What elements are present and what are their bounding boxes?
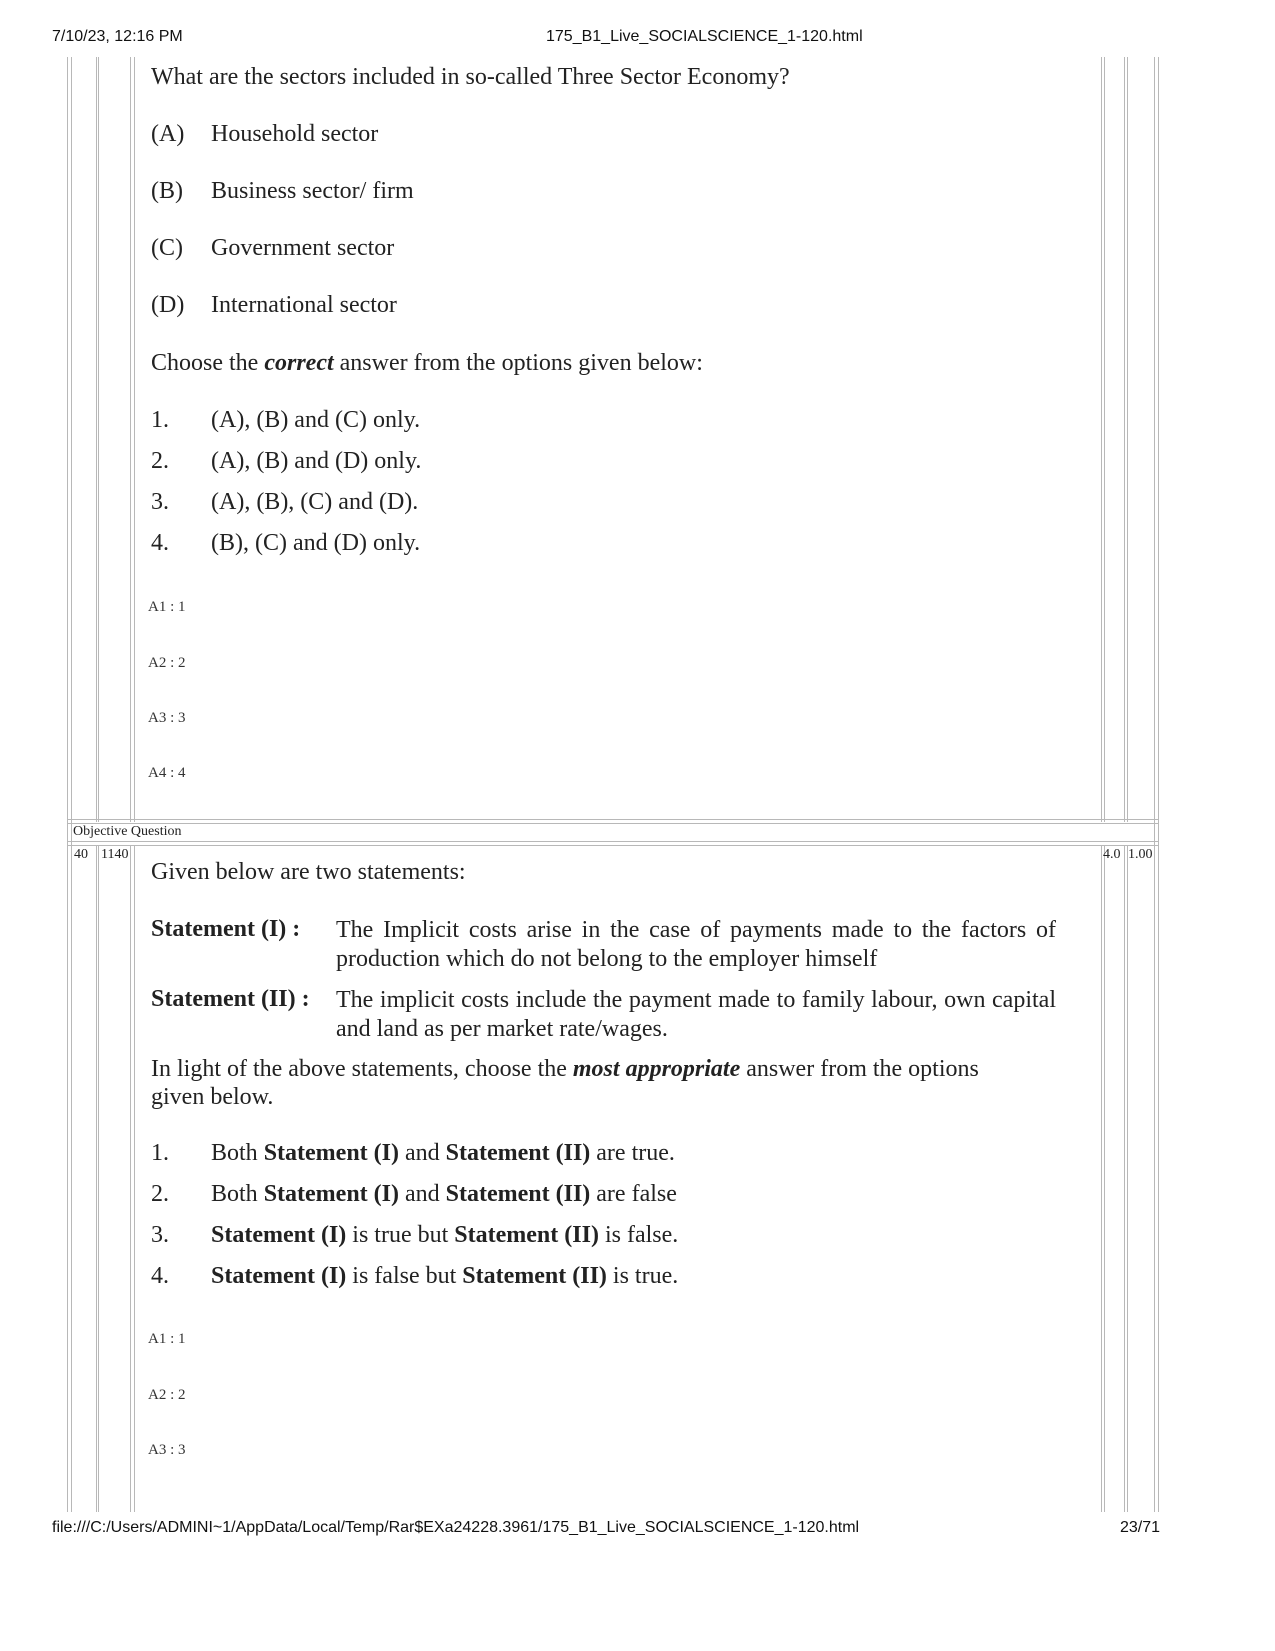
q1-option-3: 3. (A), (B), (C) and (D). xyxy=(151,489,419,515)
q1-option-4: 4. (B), (C) and (D) only. xyxy=(151,530,421,556)
statement-1-text: The Implicit costs arise in the case of payments made to the factors of production which do not belong to the employer himself xyxy=(336,917,1056,972)
question-marks: 4.0 xyxy=(1103,847,1121,862)
q2-answer-id-2: A2 : 2 xyxy=(148,1387,186,1403)
question-negative-marks: 1.00 xyxy=(1128,847,1153,862)
q1-item-d: (D) International sector xyxy=(151,292,397,318)
q1-item-c: (C) Government sector xyxy=(151,235,395,261)
print-file-path: file:///C:/Users/ADMINI~1/AppData/Local/Temp/Rar$EXa24228.3961/175_B1_Live_SOCIALSCIENCE_1-120.html xyxy=(52,1519,860,1536)
q2-answer-id-1: A1 : 1 xyxy=(148,1331,186,1347)
q1-option-1: 1. (A), (B) and (C) only. xyxy=(151,407,421,433)
q2-answer-id-3: A3 : 3 xyxy=(148,1442,186,1458)
question-number: 40 xyxy=(74,847,88,862)
q1-answer-id-2: A2 : 2 xyxy=(148,655,186,671)
print-datetime: 7/10/23, 12:16 PM xyxy=(52,28,183,45)
statement-1-label: Statement (I) : xyxy=(151,916,301,942)
q1-instruction: Choose the correct answer from the options given below: xyxy=(151,350,703,376)
q2-intro: Given below are two statements: xyxy=(151,859,466,885)
statement-2-label: Statement (II) : xyxy=(151,986,310,1012)
question-type-label: Objective Question xyxy=(73,824,182,839)
q1-answer-id-3: A3 : 3 xyxy=(148,710,186,726)
q1-answer-id-4: A4 : 4 xyxy=(148,765,186,781)
statement-2-text: The implicit costs include the payment made to family labour, own capital and land as per market rate/wages. xyxy=(336,987,1056,1042)
question-id: 1140 xyxy=(101,847,129,862)
print-doc-title: 175_B1_Live_SOCIALSCIENCE_1-120.html xyxy=(546,28,863,45)
q2-instruction: In light of the above statements, choose the most appropriate answer from the options given below. xyxy=(151,1056,979,1110)
q1-question-text: What are the sectors included in so-called Three Sector Economy? xyxy=(151,64,790,90)
q2-option-1: 1. Both Statement (I) and Statement (II) are true. xyxy=(151,1140,675,1166)
q1-option-2: 2. (A), (B) and (D) only. xyxy=(151,448,422,474)
print-page-number: 23/71 xyxy=(1120,1519,1161,1536)
q2-option-3: 3. Statement (I) is true but Statement (II) is false. xyxy=(151,1222,679,1248)
q2-option-2: 2. Both Statement (I) and Statement (II) are false xyxy=(151,1181,677,1207)
q1-item-a: (A) Household sector xyxy=(151,121,379,147)
q1-item-b: (B) Business sector/ firm xyxy=(151,178,414,204)
q2-option-4: 4. Statement (I) is false but Statement (II) is true. xyxy=(151,1263,679,1289)
q1-answer-id-1: A1 : 1 xyxy=(148,599,186,615)
